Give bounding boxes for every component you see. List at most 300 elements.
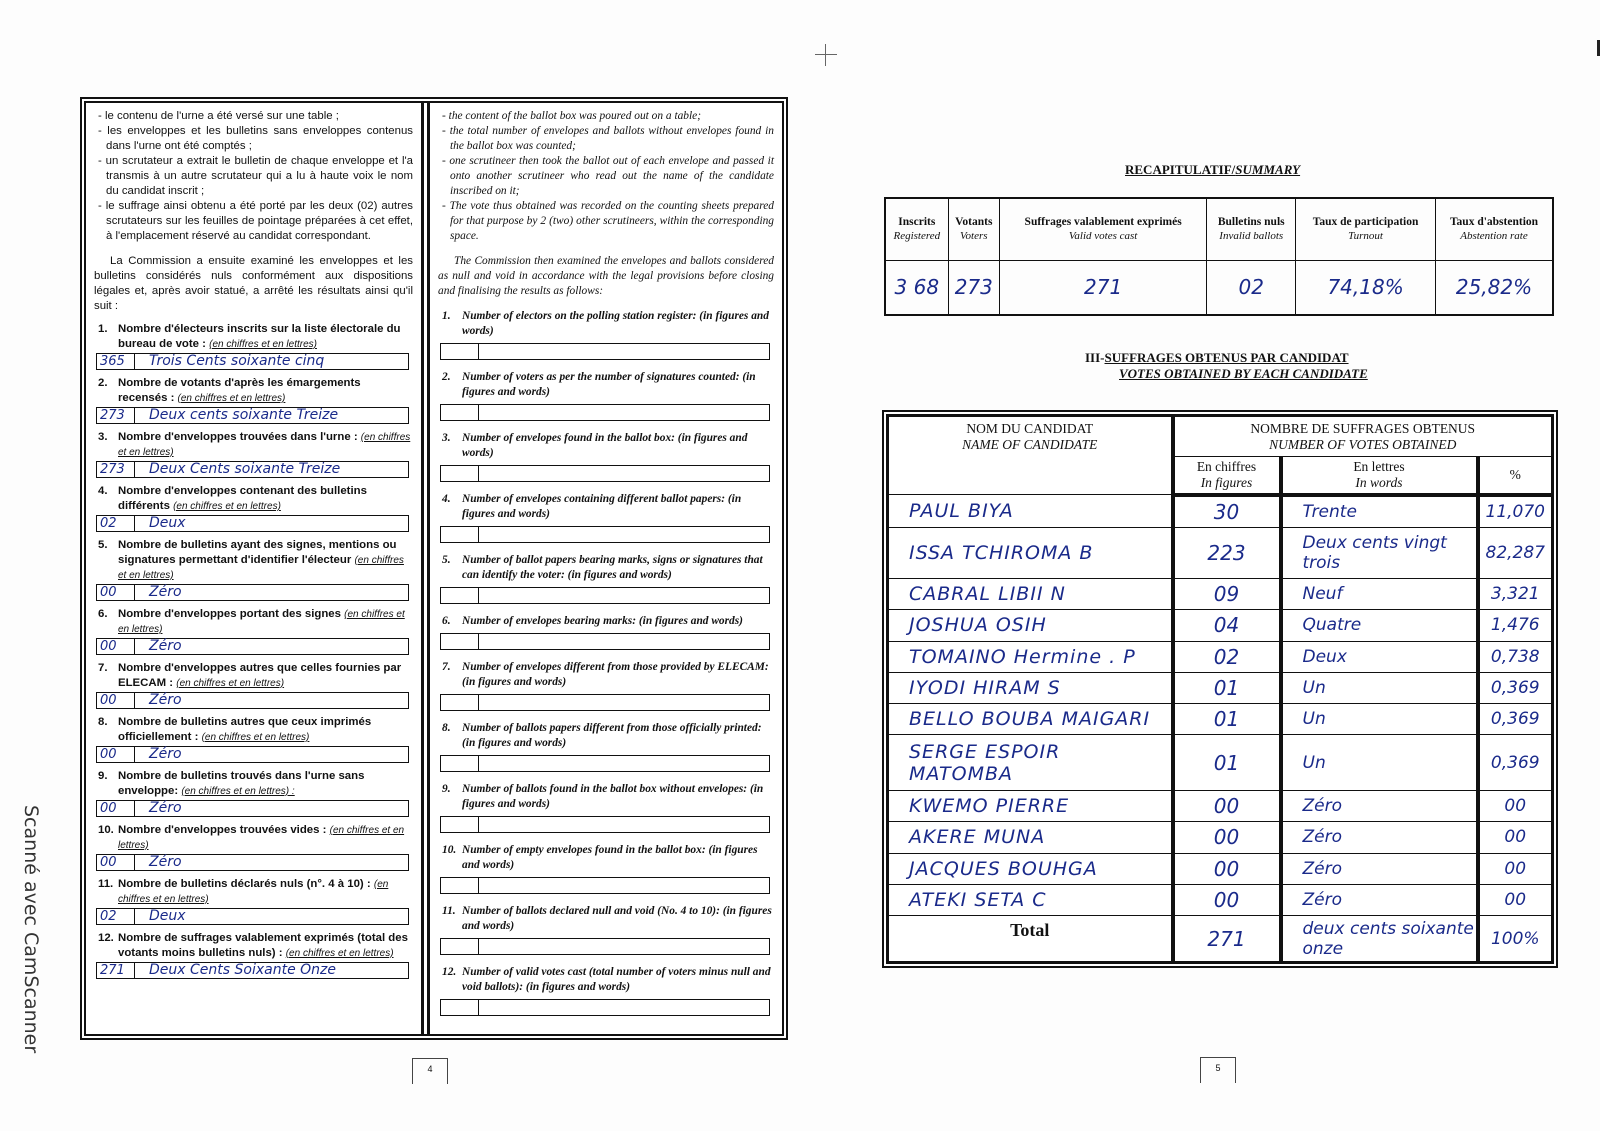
- candidate-percent: 0,369: [1478, 735, 1552, 791]
- header-words-fr: En lettres: [1353, 458, 1405, 474]
- item-question-text: Nombre de bulletins autres que ceux imprimés officiellement :: [118, 716, 372, 743]
- item-question-text: Nombre d'enveloppes portant des signes: [118, 608, 341, 620]
- header-figures-fr: En chiffres: [1196, 458, 1257, 474]
- item-instruction: (en chiffres et en lettres): [173, 501, 281, 512]
- answer-field[interactable]: [96, 962, 409, 979]
- summary-title-fr: RECAPITULATIF/: [1125, 162, 1236, 177]
- procedure-bullets-en: [438, 109, 774, 244]
- candidate-votes-words: Quatre: [1281, 610, 1478, 641]
- answer-words[interactable]: Deux: [149, 908, 186, 924]
- summary-title-en: SUMMARY: [1235, 162, 1301, 177]
- answer-words[interactable]: [479, 756, 769, 771]
- candidate-name: JACQUES BOUHGA: [889, 853, 1173, 884]
- candidate-row: [889, 703, 1552, 734]
- summary-header-fr: Taux de participation: [1312, 216, 1419, 229]
- item-number: 7.: [442, 661, 451, 673]
- candidate-percent: 00: [1478, 822, 1552, 853]
- candidate-percent: 0,738: [1478, 641, 1552, 672]
- candidate-votes-words: Zéro: [1281, 884, 1478, 915]
- candidate-votes-words: Zéro: [1281, 822, 1478, 853]
- item-instruction: (en chiffres et en lettres): [201, 732, 310, 743]
- result-item-en: [438, 965, 774, 1016]
- item-question-text: Nombre de votants d'après les émargements recensés :: [118, 377, 361, 404]
- answer-words[interactable]: Zéro: [149, 800, 182, 816]
- header-in-words: [1281, 457, 1478, 495]
- item-question: Number of voters as per the number of signatures counted: (in figures and words): [462, 371, 756, 398]
- summary-title: [1125, 162, 1300, 178]
- item-number: 9.: [98, 770, 108, 782]
- result-item-fr: [94, 322, 413, 370]
- header-figures-en: In figures: [1200, 474, 1253, 490]
- item-question-text: Nombre de bulletins déclarés nuls (n°. 4 à 10) :: [118, 878, 371, 890]
- result-item-en: [438, 492, 774, 543]
- candidate-row: [889, 495, 1552, 528]
- answer-field[interactable]: [96, 746, 409, 763]
- candidate-row: [889, 579, 1552, 610]
- answer-field-empty[interactable]: [440, 816, 770, 833]
- summary-header-cell: [1296, 198, 1436, 260]
- candidate-name: PAUL BIYA: [889, 495, 1173, 528]
- item-question: Number of envelopes found in the ballot box: (in figures and words): [462, 432, 748, 459]
- votes-header-row: [889, 417, 1552, 457]
- english-column: [427, 103, 782, 1034]
- section-title-en: VOTES OBTAINED BY EACH CANDIDATE: [1119, 366, 1368, 381]
- summary-header-en: Abstention rate: [1460, 230, 1528, 243]
- item-label: [94, 376, 413, 406]
- answer-words[interactable]: [479, 939, 769, 954]
- item-number: 1.: [442, 310, 451, 322]
- item-label: [94, 661, 413, 691]
- header-candidate-name: [889, 417, 1173, 495]
- bullet-fr: - un scrutateur a extrait le bulletin de chaque enveloppe et l'a transmis à un autre scrutateur qui a lu à haute voix le nom du candidat inscrit ;: [94, 154, 413, 199]
- item-label: [438, 904, 774, 934]
- item-number: 12.: [98, 932, 114, 944]
- answer-field[interactable]: [96, 353, 409, 370]
- page-number-right: 5: [1200, 1057, 1236, 1083]
- candidate-votes-words: Trente: [1281, 495, 1478, 528]
- item-number: 4.: [98, 485, 108, 497]
- answer-field-empty[interactable]: [440, 755, 770, 772]
- answer-words[interactable]: [479, 695, 769, 710]
- item-label: [94, 538, 413, 583]
- summary-value-cell: 3 68: [885, 260, 948, 315]
- candidate-percent: 11,070: [1478, 495, 1552, 528]
- answer-figures[interactable]: 273: [97, 462, 135, 477]
- answer-figures[interactable]: 365: [97, 354, 135, 369]
- answer-words[interactable]: [479, 878, 769, 893]
- intro-fr: La Commission a ensuite examiné les enveloppes et les bulletins considérés nuls conformément aux dispositions légales et, après avoir statué, a arrêté les résultats ainsi qu'il suit :: [94, 255, 413, 312]
- item-label: [438, 431, 774, 461]
- item-question: [118, 823, 413, 853]
- answer-field[interactable]: [96, 638, 409, 655]
- summary-header-cell: [1207, 198, 1296, 260]
- item-question: [118, 877, 413, 907]
- candidate-votes-words: Zéro: [1281, 853, 1478, 884]
- total-row: [889, 916, 1552, 962]
- item-label: [94, 769, 413, 799]
- item-number: 3.: [98, 431, 108, 443]
- crosshair-mark-icon: [815, 44, 837, 66]
- result-item-en: [438, 370, 774, 421]
- votes-section-title: [1085, 350, 1368, 382]
- candidate-votes-figures: 00: [1173, 884, 1281, 915]
- item-label: [94, 484, 413, 514]
- candidate-percent: 3,321: [1478, 579, 1552, 610]
- candidate-row: [889, 822, 1552, 853]
- result-item-fr: [94, 538, 413, 601]
- header-votes-fr: NOMBRE DE SUFFRAGES OBTENUS: [1250, 420, 1476, 436]
- total-votes-figures: 271: [1173, 916, 1281, 962]
- result-item-en: [438, 614, 774, 650]
- item-number: 6.: [442, 615, 451, 627]
- answer-figures[interactable]: [441, 344, 479, 359]
- item-number: 7.: [98, 662, 108, 674]
- summary-header-row: [885, 198, 1553, 260]
- answer-words[interactable]: [479, 344, 769, 359]
- summary-header-fr: Suffrages valablement exprimés: [1024, 216, 1182, 229]
- answer-figures[interactable]: [441, 939, 479, 954]
- answer-figures[interactable]: [441, 634, 479, 649]
- item-question: Number of envelopes bearing marks: (in figures and words): [462, 615, 743, 627]
- candidate-votes-words: Zéro: [1281, 791, 1478, 822]
- candidate-row: [889, 791, 1552, 822]
- candidate-votes-words: Deux: [1281, 641, 1478, 672]
- result-item-en: [438, 309, 774, 360]
- item-label: [94, 931, 413, 961]
- result-item-fr: [94, 430, 413, 478]
- item-question-text: Nombre de suffrages valablement exprimés (total des votants moins bulletins nuls) :: [118, 932, 408, 959]
- item-question: [118, 322, 413, 352]
- item-question: Number of envelopes different from those provided by ELECAM: (in figures and words): [462, 661, 769, 688]
- candidate-name: AKERE MUNA: [889, 822, 1173, 853]
- item-instruction: (en chiffres et en lettres): [118, 825, 405, 851]
- bullet-fr: - le contenu de l'urne a été versé sur une table ;: [94, 109, 413, 124]
- bullet-fr: - les enveloppes et les bulletins sans enveloppes contenus dans l'urne ont été comptés ;: [94, 124, 413, 154]
- answer-words[interactable]: Zéro: [149, 638, 182, 654]
- answer-words[interactable]: Trois Cents soixante cinq: [149, 353, 325, 369]
- item-label: [438, 721, 774, 751]
- result-item-fr: [94, 607, 413, 655]
- answer-figures[interactable]: [441, 527, 479, 542]
- candidate-name: SERGE ESPOIR MATOMBA: [889, 735, 1173, 791]
- total-percent: 100%: [1478, 916, 1552, 962]
- summary-header-en: Voters: [960, 230, 988, 243]
- results-items-fr: [94, 322, 413, 979]
- candidate-votes-figures: 00: [1173, 822, 1281, 853]
- answer-figures[interactable]: 00: [97, 747, 135, 762]
- item-question-text: Nombre d'enveloppes autres que celles fournies par ELECAM :: [118, 662, 402, 689]
- summary-header-en: Turnout: [1348, 230, 1383, 243]
- item-number: 10.: [98, 824, 114, 836]
- header-words-en: In words: [1355, 474, 1403, 490]
- answer-words[interactable]: [479, 527, 769, 542]
- answer-figures[interactable]: 02: [97, 909, 135, 924]
- item-label: [438, 660, 774, 690]
- summary-header-cell: [948, 198, 999, 260]
- procedure-bullets-fr: [94, 109, 413, 244]
- total-label: Total: [889, 916, 1173, 962]
- item-label: [94, 877, 413, 907]
- item-number: 8.: [442, 722, 451, 734]
- item-label: [94, 607, 413, 637]
- section-number: III-: [1085, 350, 1105, 365]
- item-question-text: Nombre d'enveloppes trouvées vides :: [118, 824, 327, 836]
- item-label: [438, 370, 774, 400]
- answer-figures[interactable]: [441, 756, 479, 771]
- answer-field-empty[interactable]: [440, 404, 770, 421]
- candidate-votes-figures: 02: [1173, 641, 1281, 672]
- answer-words[interactable]: Deux Cents Soixante Onze: [149, 962, 336, 978]
- summary-value-cell: 02: [1207, 260, 1296, 315]
- answer-field[interactable]: [96, 584, 409, 601]
- header-percent: %: [1478, 457, 1552, 495]
- item-question-text: Nombre d'électeurs inscrits sur la liste électorale du bureau de vote :: [118, 323, 401, 350]
- answer-words[interactable]: Deux Cents soixante Treize: [149, 461, 341, 477]
- answer-figures[interactable]: 273: [97, 408, 135, 423]
- result-item-fr: [94, 877, 413, 925]
- bullet-en: - one scrutineer then took the ballot out of each envelope and passed it onto another scrutineer who read out the name of the candidate inscribed on it;: [438, 154, 774, 199]
- answer-figures[interactable]: [441, 588, 479, 603]
- candidate-name: IYODI HIRAM S: [889, 672, 1173, 703]
- candidate-name: TOMAINO Hermine . P: [889, 641, 1173, 672]
- item-instruction: (en chiffres et en lettres): [285, 948, 394, 959]
- summary-header-fr: Inscrits: [898, 216, 936, 229]
- answer-figures[interactable]: [441, 466, 479, 481]
- candidate-votes-words: Un: [1281, 703, 1478, 734]
- item-label: [438, 843, 774, 873]
- item-question-text: Nombre de bulletins trouvés dans l'urne sans enveloppe:: [118, 770, 365, 797]
- left-page-form: [80, 97, 788, 1040]
- item-number: 5.: [442, 554, 451, 566]
- answer-field-empty[interactable]: [440, 877, 770, 894]
- answer-figures[interactable]: 00: [97, 639, 135, 654]
- item-question-text: Nombre de bulletins ayant des signes, mentions ou signatures permettant d'identifier l'électeur: [118, 539, 397, 566]
- answer-words[interactable]: [479, 405, 769, 420]
- summary-value-cell: 271: [999, 260, 1206, 315]
- item-number: 4.: [442, 493, 451, 505]
- candidate-percent: 00: [1478, 884, 1552, 915]
- item-question: [118, 430, 413, 460]
- candidate-percent: 0,369: [1478, 672, 1552, 703]
- page-number-left: 4: [412, 1058, 448, 1084]
- candidate-row: [889, 672, 1552, 703]
- answer-field[interactable]: [96, 692, 409, 709]
- intro-en: The Commission then examined the envelopes and ballots considered as null and void in accordance with the legal provisions before closing and finalising the results as follows:: [438, 255, 774, 297]
- bullet-en: - the content of the ballot box was poured out on a table;: [438, 109, 774, 124]
- answer-field-empty[interactable]: [440, 633, 770, 650]
- summary-value-cell: 273: [948, 260, 999, 315]
- item-question: [118, 538, 413, 583]
- candidate-votes-figures: 01: [1173, 703, 1281, 734]
- answer-field-empty[interactable]: [440, 587, 770, 604]
- answer-field-empty[interactable]: [440, 999, 770, 1016]
- answer-figures[interactable]: 00: [97, 855, 135, 870]
- result-item-en: [438, 843, 774, 894]
- summary-header-fr: Bulletins nuls: [1217, 216, 1285, 229]
- answer-field-empty[interactable]: [440, 343, 770, 360]
- answer-figures[interactable]: 00: [97, 801, 135, 816]
- candidate-name: ATEKI SETA C: [889, 884, 1173, 915]
- answer-field-empty[interactable]: [440, 694, 770, 711]
- result-item-en: [438, 553, 774, 604]
- bullet-en: - the total number of envelopes and ballots without envelopes found in the ballot box was counted;: [438, 124, 774, 154]
- item-number: 10.: [442, 844, 457, 856]
- answer-figures[interactable]: [441, 695, 479, 710]
- candidate-votes-words: Deux cents vingt trois: [1281, 528, 1478, 579]
- answer-field-empty[interactable]: [440, 465, 770, 482]
- item-number: 5.: [98, 539, 108, 551]
- answer-figures[interactable]: 00: [97, 693, 135, 708]
- votes-body: [889, 495, 1552, 962]
- results-items-en: [438, 309, 774, 1016]
- candidate-votes-words: Un: [1281, 735, 1478, 791]
- candidate-percent: 0,369: [1478, 703, 1552, 734]
- candidate-row: [889, 884, 1552, 915]
- candidate-votes-figures: 30: [1173, 495, 1281, 528]
- answer-words[interactable]: Zéro: [149, 854, 182, 870]
- bullet-en: - The vote thus obtained was recorded on the counting sheets prepared for that purpose by 2 (two) other scrutineers, within the corresponding space.: [438, 199, 774, 244]
- candidate-percent: 00: [1478, 853, 1552, 884]
- candidate-votes-figures: 09: [1173, 579, 1281, 610]
- item-instruction: (en chiffres et en lettres): [209, 339, 317, 350]
- summary-header-fr: Votants: [955, 216, 993, 229]
- item-question: [118, 769, 413, 799]
- answer-figures[interactable]: [441, 405, 479, 420]
- candidate-name: JOSHUA OSIH: [889, 610, 1173, 641]
- item-question-text: Nombre d'enveloppes contenant des bulletins différents: [118, 485, 367, 512]
- result-item-fr: [94, 715, 413, 763]
- answer-figures[interactable]: [441, 817, 479, 832]
- candidate-name: BELLO BOUBA MAIGARI: [889, 703, 1173, 734]
- candidate-name: KWEMO PIERRE: [889, 791, 1173, 822]
- answer-figures[interactable]: 271: [97, 963, 135, 978]
- item-number: 11.: [442, 905, 456, 917]
- answer-words[interactable]: Zéro: [149, 692, 182, 708]
- answer-figures[interactable]: 00: [97, 585, 135, 600]
- answer-figures[interactable]: 02: [97, 516, 135, 531]
- answer-field-empty[interactable]: [440, 938, 770, 955]
- item-question: [118, 715, 413, 745]
- answer-field[interactable]: [96, 800, 409, 817]
- candidate-votes-words: Neuf: [1281, 579, 1478, 610]
- item-number: 6.: [98, 608, 108, 620]
- answer-field[interactable]: [96, 515, 409, 532]
- item-number: 9.: [442, 783, 451, 795]
- candidate-name: ISSA TCHIROMA B: [889, 528, 1173, 579]
- answer-words[interactable]: Zéro: [149, 746, 182, 762]
- item-label: [438, 782, 774, 812]
- answer-words[interactable]: Zéro: [149, 584, 182, 600]
- item-number: 1.: [98, 323, 108, 335]
- header-name-en: NAME OF CANDIDATE: [962, 437, 1098, 452]
- item-label: [438, 492, 774, 522]
- section-title-fr: SUFFRAGES OBTENUS PAR CANDIDAT: [1104, 350, 1349, 365]
- result-item-en: [438, 904, 774, 955]
- answer-field[interactable]: [96, 461, 409, 478]
- candidate-votes-figures: 00: [1173, 853, 1281, 884]
- summary-header-fr: Taux d'abstention: [1449, 216, 1539, 229]
- item-instruction: (en chiffres et en lettres): [177, 393, 286, 404]
- candidate-row: [889, 735, 1552, 791]
- answer-field[interactable]: [96, 908, 409, 925]
- answer-words[interactable]: [479, 588, 769, 603]
- item-instruction: (en chiffres et en lettres) :: [181, 786, 295, 797]
- summary-header-cell: [1435, 198, 1553, 260]
- summary-value-cell: 25,82%: [1435, 260, 1553, 315]
- result-item-fr: [94, 376, 413, 424]
- item-question: Number of empty envelopes found in the ballot box: (in figures and words): [462, 844, 758, 871]
- answer-words[interactable]: Deux cents soixante Treize: [149, 407, 339, 423]
- answer-words[interactable]: [479, 1000, 769, 1015]
- answer-words[interactable]: Deux: [149, 515, 186, 531]
- item-label: [94, 715, 413, 745]
- item-instruction: (en chiffres et en lettres): [118, 879, 389, 905]
- item-question: [118, 931, 413, 961]
- item-instruction: (en chiffres et en lettres): [176, 678, 285, 689]
- item-question: Number of ballots papers different from those officially printed: (in figures and words): [462, 722, 762, 749]
- result-item-en: [438, 721, 774, 772]
- answer-figures[interactable]: [441, 1000, 479, 1015]
- summary-header-en: Registered: [893, 230, 941, 243]
- candidate-percent: 82,287: [1478, 528, 1552, 579]
- item-number: 8.: [98, 716, 108, 728]
- candidate-row: [889, 610, 1552, 641]
- result-item-fr: [94, 484, 413, 532]
- answer-field-empty[interactable]: [440, 526, 770, 543]
- item-question: Number of ballots declared null and void (No. 4 to 10): (in figures and words): [462, 905, 772, 932]
- answer-words[interactable]: [479, 466, 769, 481]
- candidate-votes-figures: 01: [1173, 735, 1281, 791]
- votes-table-frame: [882, 410, 1558, 968]
- answer-field[interactable]: [96, 407, 409, 424]
- item-question: Number of ballots found in the ballot box without envelopes: (in figures and words): [462, 783, 764, 810]
- item-question: Number of valid votes cast (total number of voters minus null and void ballots): (in figures and words): [462, 966, 771, 993]
- item-label: [438, 309, 774, 339]
- candidate-votes-figures: 01: [1173, 672, 1281, 703]
- item-label: [438, 553, 774, 583]
- bullet-fr: - le suffrage ainsi obtenu a été porté par les deux (02) autres scrutateurs sur les feuilles de pointage préparées à cet effet, à l'emplacement réservé au candidat correspondant.: [94, 199, 413, 244]
- item-question: Number of ballot papers bearing marks, signs or signatures that can identify the voter: (in figures and words): [462, 554, 763, 581]
- answer-figures[interactable]: [441, 878, 479, 893]
- header-votes-en: NUMBER OF VOTES OBTAINED: [1269, 436, 1457, 452]
- answer-words[interactable]: [479, 634, 769, 649]
- header-name-fr: NOM DU CANDIDAT: [966, 421, 1094, 436]
- candidate-votes-words: Un: [1281, 672, 1478, 703]
- answer-field[interactable]: [96, 854, 409, 871]
- answer-words[interactable]: [479, 817, 769, 832]
- candidate-percent: 00: [1478, 791, 1552, 822]
- result-item-en: [438, 782, 774, 833]
- candidate-row: [889, 528, 1552, 579]
- item-label: [438, 614, 774, 629]
- candidate-votes-figures: 04: [1173, 610, 1281, 641]
- item-instruction: (en chiffres et en lettres): [118, 432, 411, 458]
- votes-table: [888, 416, 1552, 962]
- result-item-fr: [94, 661, 413, 709]
- summary-header-cell: [885, 198, 948, 260]
- item-question: [118, 607, 413, 637]
- candidate-row: [889, 853, 1552, 884]
- result-item-en: [438, 660, 774, 711]
- item-number: 12.: [442, 966, 457, 978]
- item-question-text: Nombre d'enveloppes trouvées dans l'urne :: [118, 431, 358, 443]
- item-question: [118, 376, 413, 406]
- item-instruction: (en chiffres et en lettres): [118, 555, 404, 581]
- header-in-figures: [1173, 457, 1281, 495]
- result-item-en: [438, 431, 774, 482]
- result-item-fr: [94, 931, 413, 979]
- summary-table: [884, 197, 1554, 316]
